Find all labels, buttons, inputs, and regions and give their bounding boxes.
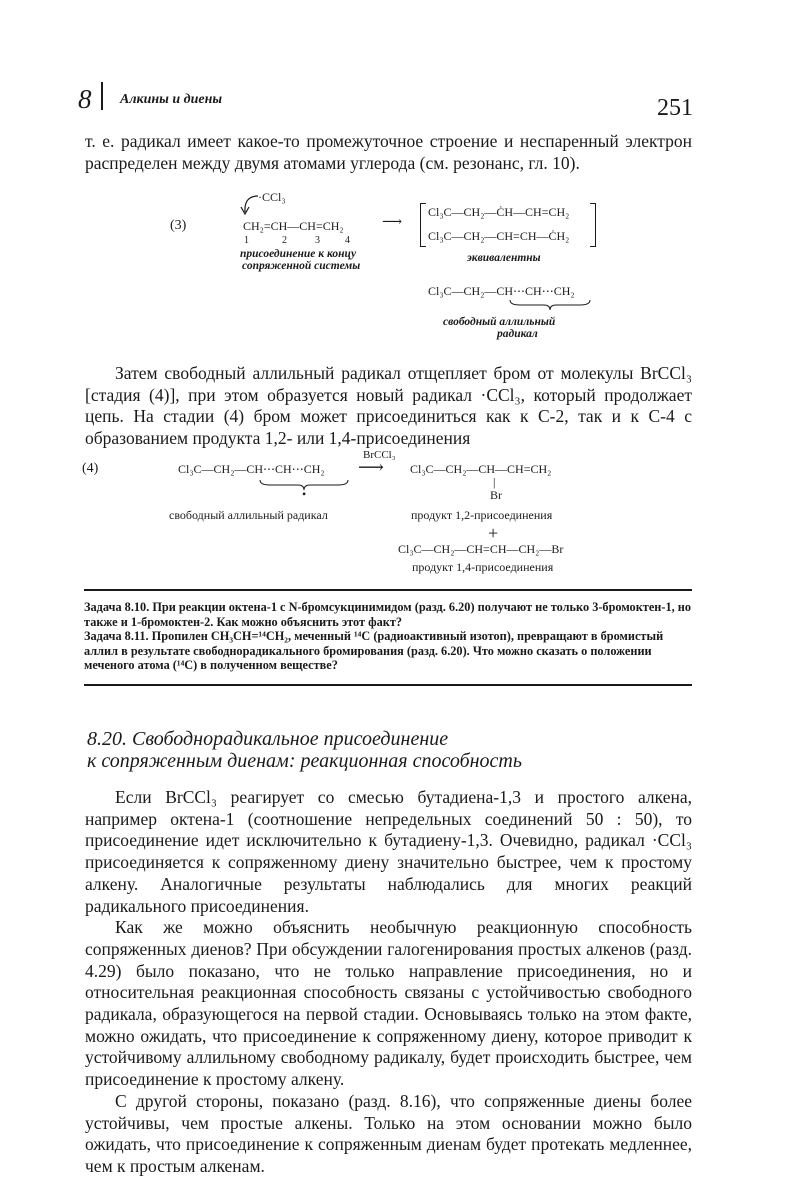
- header-divider: [101, 82, 103, 110]
- chapter-number: 8: [78, 84, 92, 114]
- scheme-3-label: (3): [170, 218, 187, 233]
- scheme-3-arrow: ⟶: [382, 215, 403, 230]
- body-paragraph-1: Если BrCCl₃ реагирует со смесью бутадиена-1,3 и простого алкена, например октена-1 (соотношение непредельных соединений 50 : 50), то присоединение идет исключительно к бутадиену-1,3. Очевидно, радикал ·CCl₃ присоединяется к сопряженному диену значительно быстрее, чем к простому алкену. Аналогичные результаты наблюдались для многих реакций радикального присоединения.: [85, 787, 692, 916]
- product-radical-top: Cl₃C—CH₂—ĊH—CH=CH₂: [428, 205, 570, 219]
- allyl-underbrace: [508, 298, 592, 312]
- right-bracket: [590, 203, 596, 247]
- reactant-caption: свободный аллильный радикал: [169, 508, 328, 522]
- chapter-title: Алкины и диены: [120, 92, 223, 107]
- scheme-3-caption-line2: сопряженной системы: [242, 260, 361, 272]
- product-14-formula: Cl₃C—CH₂—CH=CH—CH₂—Br: [398, 542, 564, 556]
- allyl-caption-line1: свободный аллильный: [443, 316, 556, 328]
- br-bond: |: [493, 475, 496, 489]
- allyl-caption-line2: радикал: [497, 328, 538, 340]
- atom-number-3: 3: [315, 235, 320, 246]
- body-paragraph-3: С другой стороны, показано (разд. 8.16), что сопряженные диены более устойчивы, чем простые алкены. Только на этом основании можно было ожидать, что присоединение к сопряженным диенам будет протекать медленнее, чем к простым алкенам.: [85, 1090, 692, 1176]
- scheme-4-arrow: ⟶: [358, 457, 384, 477]
- scheme-3-reagent: ·CCl₃: [258, 190, 286, 204]
- scheme-4-reagent: BrCCl₃: [363, 449, 396, 461]
- atom-number-2: 2: [282, 235, 287, 246]
- radical-dot: •: [302, 487, 307, 501]
- body-text: [85, 787, 692, 1178]
- problem-8-10: Задача 8.10. При реакции октена-1 с N-бромсукцинимидом (разд. 6.20) получают не только 3-бромоктен-1, но также и 1-бромоктен-2. Как можно объяснить этот факт?: [84, 600, 691, 629]
- paragraph-2: Затем свободный аллильный радикал отщепляет бром от молекулы BrCCl₃ [стадия (4)], при этом образуется новый радикал ·CCl₃, который продолжает цепь. На стадии (4) бром может присоединиться как к С-2, так и к С-4 с образованием продукта 1,2- или 1,4-присоединения: [85, 363, 692, 449]
- scheme-3-reactant: CH₂=CH—CH=CH₂: [243, 219, 344, 233]
- scheme-4-reactant: Cl₃C—CH₂—CH⋯CH⋯CH₂: [178, 462, 325, 476]
- problem-8-11: Задача 8.11. Пропилен CH₃CH=¹⁴CH₂, меченный ¹⁴C (радиоактивный изотоп), превращают в бромистый аллил в результате свободнорадикального бромирования (разд. 6.20). Что можно сказать о положении меченого атома (¹⁴C) в полученном веществе?: [84, 629, 664, 672]
- problems-bottom-rule: [84, 684, 692, 686]
- left-bracket: [420, 203, 426, 247]
- product-14-caption: продукт 1,4-присоединения: [412, 560, 554, 574]
- equivalent-caption: эквивалентны: [467, 252, 541, 264]
- plus-sign: +: [488, 523, 499, 543]
- intro-paragraph: т. е. радикал имеет какое-то промежуточное строение и неспаренный электрон распределен между двумя атомами углерода (см. резонанс, гл. 10).: [85, 131, 692, 173]
- product-12-caption: продукт 1,2-присоединения: [411, 508, 553, 522]
- attack-arrow: [236, 190, 266, 218]
- scheme-4-label: (4): [82, 461, 99, 476]
- page-number: 251: [657, 95, 693, 121]
- br-substituent: Br: [490, 488, 502, 502]
- atom-number-1: 1: [244, 235, 249, 246]
- allyl-radical-formula: Cl₃C—CH₂—CH⋯CH⋯CH₂: [428, 284, 575, 298]
- problems-top-rule: [84, 589, 692, 591]
- section-heading: 8.20. Свободнорадикальное присоединение к сопряженным диенам: реакционная способность: [87, 728, 522, 772]
- product-radical-bottom: Cl₃C—CH₂—CH=CH—ĊH₂: [428, 229, 570, 243]
- scheme-3-caption-line1: присоединение к концу: [240, 248, 357, 260]
- problems-block: [84, 600, 694, 673]
- body-paragraph-2: Как же можно объяснить необычную реакционную способность сопряженных диенов? При обсуждении галогенирования простых алкенов (разд. 4.29) было показано, что не только направление присоединения, но и относительная реакционная способность связаны с устойчивостью свободного радикала, образующегося на первой стадии. Основываясь только на этом факте, можно ожидать, что присоединение к сопряженному диену, которое приводит к устойчивому аллильному свободному радикалу, будет происходить быстрее, чем присоединение к простому алкену.: [85, 917, 692, 1090]
- atom-number-4: 4: [345, 235, 350, 246]
- product-12-formula: Cl₃C—CH₂—CH—CH=CH₂: [410, 462, 552, 476]
